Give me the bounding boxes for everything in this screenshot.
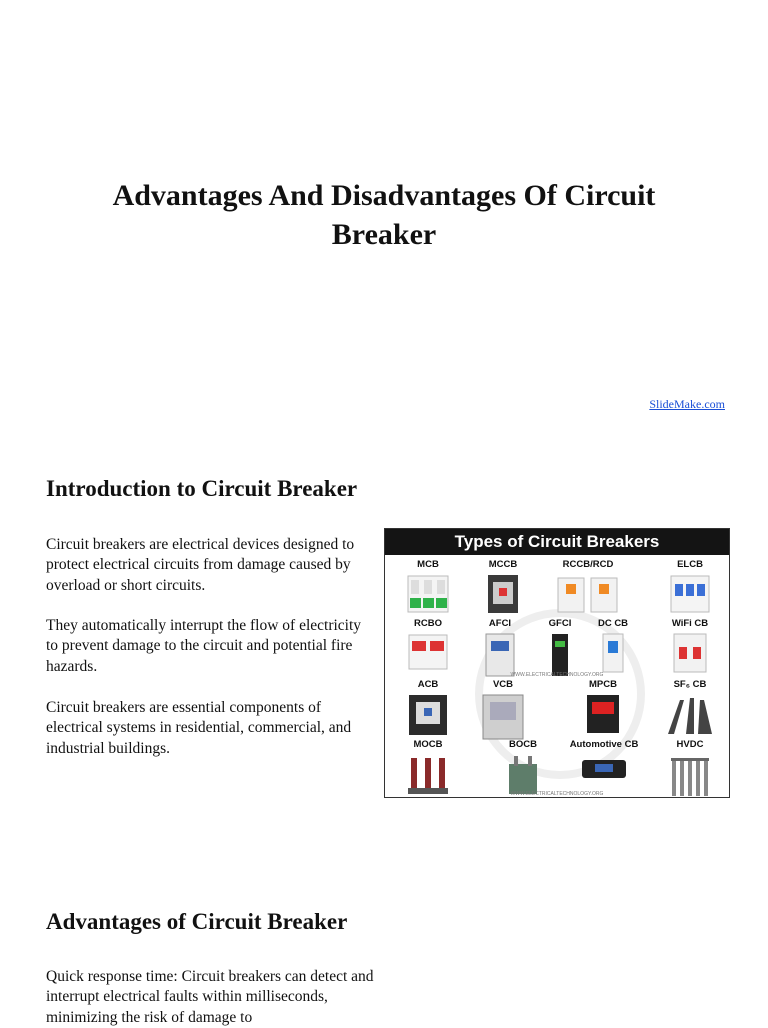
watermark-url: WWW.ELECTRICALTECHNOLOGY.ORG: [510, 672, 604, 678]
cb-mcb: [385, 559, 471, 619]
acb-icon: [408, 694, 448, 736]
wifi-cb-icon: [673, 633, 707, 673]
cb-label: MCB: [417, 559, 439, 570]
intro-paragraph-3: Circuit breakers are essential components of electrical systems in residential, commercial, and industrial buildings.: [46, 699, 352, 757]
intro-paragraph-2: They automatically interrupt the flow of electricity to prevent damage to the circuit and potential fire hazards.: [46, 617, 362, 675]
page-title: Advantages And Disadvantages Of Circuit Breaker: [112, 179, 656, 251]
cb-acb: [385, 679, 471, 741]
mpcb-icon: [586, 694, 620, 734]
vcb-icon: [482, 694, 524, 740]
gfci-icon: [551, 633, 569, 677]
cb-label: AFCI: [488, 618, 512, 629]
automotive-cb-icon: [581, 754, 627, 784]
cb-label: SF₆ CB: [673, 679, 707, 690]
cb-label: DC CB: [597, 618, 629, 629]
advantages-heading: Advantages of Circuit Breaker: [46, 909, 348, 934]
dc-cb-icon: [602, 633, 624, 673]
rcbo-icon: [408, 633, 448, 671]
cb-label: HVDC: [676, 739, 704, 750]
cb-label: RCBO: [414, 618, 442, 629]
elcb-icon: [670, 574, 710, 614]
intro-paragraph-1: Circuit breakers are electrical devices designed to protect electrical circuits from damage caused by overload or short circuits.: [46, 536, 355, 594]
afci-icon: [485, 633, 515, 677]
cb-label: WiFi CB: [671, 618, 709, 629]
cb-hvdc: [647, 739, 730, 798]
cb-sf6: [647, 679, 730, 743]
cb-automotive: [561, 739, 647, 789]
cb-rccb: [545, 559, 631, 619]
cb-dc: [573, 618, 653, 678]
cb-label: GFCI: [548, 618, 572, 629]
cb-label: MPCB: [589, 679, 617, 690]
cb-label: BOCB: [509, 739, 537, 750]
mocb-icon: [407, 754, 449, 796]
cb-mccb: [460, 559, 546, 619]
cb-wifi: [647, 618, 730, 678]
cb-label: Automotive CB: [569, 739, 639, 750]
advantages-paragraph-1: Quick response time: Circuit breakers can detect and interrupt electrical faults within milliseconds, minimizing the risk of damage to: [46, 968, 374, 1026]
cb-mocb: [385, 739, 471, 798]
rccb-icon: [557, 574, 619, 614]
cb-bocb: [480, 739, 566, 798]
cb-label: ELCB: [677, 559, 703, 570]
mcb-icon: [407, 574, 449, 614]
cb-mpcb: [560, 679, 646, 739]
cb-label: RCCB/RCD: [562, 559, 614, 570]
mccb-icon: [487, 574, 519, 614]
cb-label: MOCB: [413, 739, 443, 750]
intro-heading: Introduction to Circuit Breaker: [46, 476, 358, 501]
cb-label: MCCB: [488, 559, 518, 570]
cb-elcb: [647, 559, 730, 619]
watermark-url-bottom: WWW.ELECTRICALTECHNOLOGY.ORG: [510, 791, 604, 797]
cb-label: VCB: [492, 679, 514, 690]
sf6-cb-icon: [664, 694, 716, 738]
cb-label: ACB: [417, 679, 439, 690]
slidemake-link[interactable]: SlideMake.com: [649, 397, 725, 411]
figure-title: Types of Circuit Breakers: [385, 529, 729, 555]
circuit-breaker-types-figure: [384, 528, 730, 798]
cb-vcb: [460, 679, 546, 745]
